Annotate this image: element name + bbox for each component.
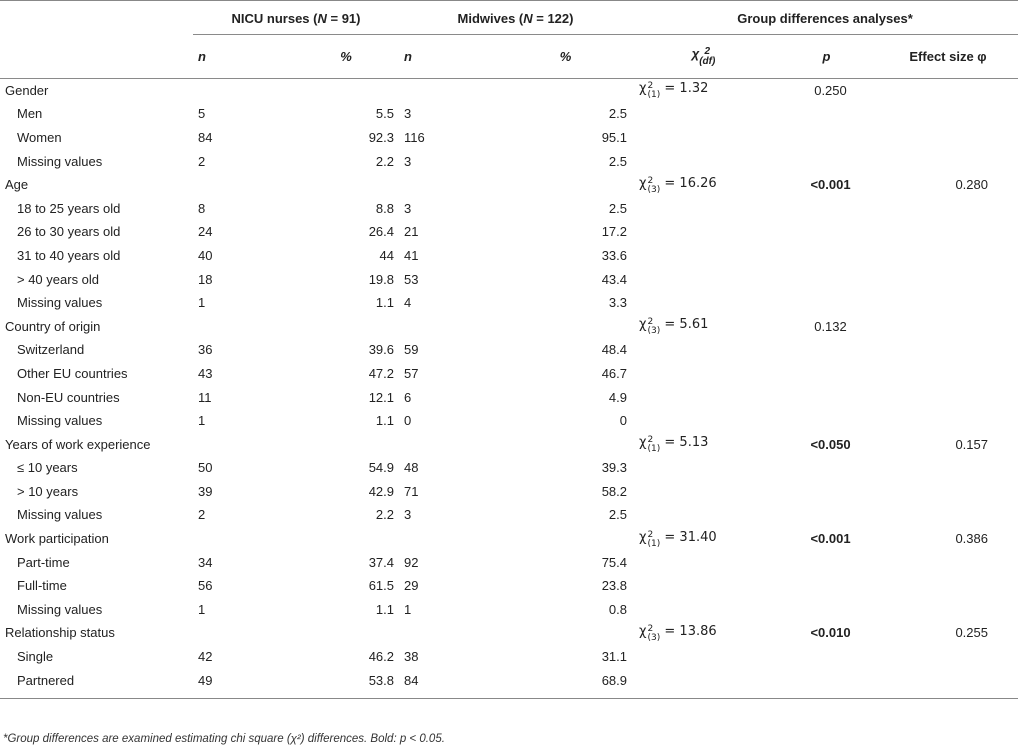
chi-square-value: χ 2 (1) = 31.40 bbox=[639, 529, 717, 549]
nurses-pct: 1.1 bbox=[375, 295, 394, 311]
midwives-pct: 17.2 bbox=[601, 224, 627, 240]
nurses-n: 2 bbox=[198, 507, 206, 523]
nurses-n: 8 bbox=[198, 200, 206, 216]
nurses-n: 1 bbox=[198, 413, 206, 429]
midwives-pct: 75.4 bbox=[601, 554, 627, 570]
midwives-n: 53 bbox=[404, 271, 419, 287]
midwives-pct: 2.5 bbox=[608, 106, 627, 122]
midwives-n: 71 bbox=[404, 483, 419, 499]
table-row bbox=[0, 149, 1018, 173]
table-row bbox=[0, 220, 1018, 244]
midwives-pct: 95.1 bbox=[601, 129, 627, 145]
midwives-n: 84 bbox=[404, 672, 419, 688]
nurses-pct: 44 bbox=[379, 247, 394, 263]
header-effect-size: Effect size φ bbox=[909, 48, 987, 64]
row-label: 26 to 30 years old bbox=[17, 224, 121, 240]
midwives-pct: 43.4 bbox=[601, 271, 627, 287]
midwives-n: 41 bbox=[404, 247, 419, 263]
row-label: > 10 years bbox=[17, 483, 79, 499]
row-label: Part-time bbox=[17, 554, 70, 570]
row-label: Other EU countries bbox=[17, 365, 128, 381]
row-label: Switzerland bbox=[17, 342, 85, 358]
nurses-pct: 19.8 bbox=[368, 271, 394, 287]
nurses-n: 49 bbox=[198, 672, 213, 688]
table-row bbox=[0, 668, 1018, 692]
category-row bbox=[0, 432, 1018, 456]
row-label: Missing values bbox=[17, 601, 103, 617]
header-chi-square: χ 2 (df) bbox=[691, 45, 716, 67]
table-row bbox=[0, 598, 1018, 622]
header-n-midwives: n bbox=[404, 48, 412, 64]
chi-square-value: χ 2 (1) = 5.13 bbox=[639, 435, 709, 455]
nurses-pct: 26.4 bbox=[368, 224, 394, 240]
category-label: Age bbox=[5, 177, 29, 193]
table-row bbox=[0, 480, 1018, 504]
midwives-pct: 2.5 bbox=[608, 153, 627, 169]
nurses-pct: 47.2 bbox=[368, 365, 394, 381]
midwives-n: 0 bbox=[404, 413, 412, 429]
nurses-pct: 2.2 bbox=[375, 153, 394, 169]
midwives-n: 116 bbox=[404, 129, 425, 145]
header-pct-nurses: % bbox=[340, 48, 352, 64]
table-row bbox=[0, 645, 1018, 669]
nurses-n: 36 bbox=[198, 342, 213, 358]
nurses-n: 50 bbox=[198, 460, 213, 476]
nurses-n: 1 bbox=[198, 295, 206, 311]
midwives-n: 38 bbox=[404, 649, 419, 665]
nurses-n: 56 bbox=[198, 578, 213, 594]
table-row bbox=[0, 126, 1018, 150]
nurses-pct: 12.1 bbox=[368, 389, 394, 405]
nurses-n: 1 bbox=[198, 601, 206, 617]
chi-square-value: χ 2 (3) = 16.26 bbox=[639, 175, 717, 195]
midwives-pct: 0 bbox=[619, 413, 627, 429]
row-label: Missing values bbox=[17, 507, 103, 523]
midwives-pct: 39.3 bbox=[601, 460, 627, 476]
category-label: Gender bbox=[5, 82, 49, 98]
midwives-n: 3 bbox=[404, 200, 412, 216]
nurses-pct: 92.3 bbox=[368, 129, 394, 145]
effect-size-value: 0.386 bbox=[955, 531, 988, 547]
header-n-nurses: n bbox=[198, 48, 206, 64]
midwives-pct: 48.4 bbox=[601, 342, 627, 358]
table-footnote: *Group differences are examined estimating chi square (χ²) differences. Bold: p < 0.05. bbox=[3, 733, 445, 745]
row-label: Partnered bbox=[17, 672, 75, 688]
nurses-pct: 1.1 bbox=[375, 413, 394, 429]
table-row bbox=[0, 244, 1018, 268]
header-pct-midwives: % bbox=[559, 48, 572, 64]
midwives-n: 59 bbox=[404, 342, 419, 358]
effect-size-value bbox=[878, 78, 1018, 102]
header-nicu-nurses: NICU nurses (N = 91) bbox=[193, 4, 399, 35]
midwives-n: 3 bbox=[404, 507, 412, 523]
midwives-pct: 58.2 bbox=[601, 483, 627, 499]
row-label: Full-time bbox=[17, 578, 67, 594]
p-value: <0.010 bbox=[810, 625, 851, 641]
row-label: Missing values bbox=[17, 295, 103, 311]
nurses-pct: 2.2 bbox=[375, 507, 394, 523]
header-row-columns bbox=[0, 34, 1018, 78]
effect-size-value: 0.255 bbox=[955, 625, 988, 641]
midwives-n: 3 bbox=[404, 106, 412, 122]
p-value: 0.250 bbox=[814, 82, 847, 98]
table-row bbox=[0, 267, 1018, 291]
category-label: Years of work experience bbox=[5, 436, 151, 452]
category-label: Work participation bbox=[5, 531, 109, 547]
table-row bbox=[0, 574, 1018, 598]
midwives-pct: 2.5 bbox=[608, 507, 627, 523]
row-label: Missing values bbox=[17, 153, 103, 169]
p-value: <0.001 bbox=[810, 177, 851, 193]
table-row bbox=[0, 385, 1018, 409]
effect-size-value: 0.280 bbox=[955, 177, 988, 193]
midwives-pct: 4.9 bbox=[608, 389, 627, 405]
category-row bbox=[0, 173, 1018, 197]
midwives-n: 4 bbox=[404, 295, 412, 311]
nurses-n: 11 bbox=[198, 389, 212, 405]
nurses-pct: 8.8 bbox=[375, 200, 394, 216]
p-value: <0.050 bbox=[810, 436, 851, 452]
category-label: Country of origin bbox=[5, 318, 101, 334]
p-value: 0.132 bbox=[814, 318, 847, 334]
table-row bbox=[0, 362, 1018, 386]
header-midwives: Midwives (N = 122) bbox=[399, 4, 632, 35]
nurses-pct: 61.5 bbox=[368, 578, 394, 594]
row-label: Non-EU countries bbox=[17, 389, 120, 405]
row-label: 31 to 40 years old bbox=[17, 247, 121, 263]
nurses-n: 24 bbox=[198, 224, 213, 240]
nurses-pct: 46.2 bbox=[368, 649, 394, 665]
table-row bbox=[0, 338, 1018, 362]
nurses-n: 2 bbox=[198, 153, 206, 169]
midwives-n: 1 bbox=[404, 601, 412, 617]
midwives-pct: 68.9 bbox=[601, 672, 627, 688]
midwives-n: 57 bbox=[404, 365, 419, 381]
category-row bbox=[0, 78, 1018, 102]
category-label: Relationship status bbox=[5, 625, 115, 641]
midwives-pct: 0.8 bbox=[608, 601, 627, 617]
table-row bbox=[0, 291, 1018, 315]
midwives-pct: 31.1 bbox=[601, 649, 627, 665]
chi-square-value: χ 2 (3) = 5.61 bbox=[639, 317, 709, 337]
nurses-n: 18 bbox=[198, 271, 213, 287]
midwives-n: 6 bbox=[404, 389, 412, 405]
nurses-n: 39 bbox=[198, 483, 213, 499]
nurses-pct: 1.1 bbox=[375, 601, 394, 617]
nurses-pct: 54.9 bbox=[368, 460, 394, 476]
midwives-n: 48 bbox=[404, 460, 419, 476]
midwives-pct: 3.3 bbox=[608, 295, 627, 311]
midwives-pct: 2.5 bbox=[608, 200, 627, 216]
chi-square-value: χ 2 (1) = 1.32 bbox=[639, 81, 709, 101]
nurses-n: 42 bbox=[198, 649, 213, 665]
table-row bbox=[0, 409, 1018, 433]
row-label: Men bbox=[17, 106, 43, 122]
effect-size-value bbox=[878, 314, 1018, 338]
table-row bbox=[0, 550, 1018, 574]
row-label: ≤ 10 years bbox=[17, 460, 78, 476]
midwives-n: 3 bbox=[404, 153, 412, 169]
midwives-pct: 23.8 bbox=[601, 578, 627, 594]
midwives-pct: 46.7 bbox=[601, 365, 627, 381]
row-label: Single bbox=[17, 649, 54, 665]
midwives-n: 21 bbox=[404, 224, 419, 240]
table-row bbox=[0, 102, 1018, 126]
nurses-pct: 37.4 bbox=[368, 554, 394, 570]
nurses-n: 84 bbox=[198, 129, 213, 145]
midwives-n: 29 bbox=[404, 578, 419, 594]
p-value: <0.001 bbox=[810, 531, 851, 547]
category-row bbox=[0, 314, 1018, 338]
nurses-pct: 53.8 bbox=[368, 672, 394, 688]
nurses-n: 5 bbox=[198, 106, 206, 122]
table-row bbox=[0, 456, 1018, 480]
header-p-value: p bbox=[822, 48, 831, 64]
nurses-n: 43 bbox=[198, 365, 213, 381]
chi-square-value: χ 2 (3) = 13.86 bbox=[639, 623, 717, 643]
midwives-n: 92 bbox=[404, 554, 419, 570]
midwives-pct: 33.6 bbox=[601, 247, 627, 263]
header-group-differences: Group differences analyses* bbox=[632, 4, 1018, 35]
category-row bbox=[0, 621, 1018, 645]
row-label: Missing values bbox=[17, 413, 103, 429]
category-row bbox=[0, 527, 1018, 551]
nurses-pct: 39.6 bbox=[368, 342, 394, 358]
nurses-pct: 42.9 bbox=[368, 483, 394, 499]
nurses-pct: 5.5 bbox=[375, 106, 394, 122]
header-row-groups bbox=[0, 4, 1018, 35]
row-label: Women bbox=[17, 129, 62, 145]
nurses-n: 34 bbox=[198, 554, 213, 570]
row-label: > 40 years old bbox=[17, 271, 100, 287]
table-row bbox=[0, 503, 1018, 527]
row-label: 18 to 25 years old bbox=[17, 200, 121, 216]
nurses-n: 40 bbox=[198, 247, 213, 263]
table-row bbox=[0, 196, 1018, 220]
effect-size-value: 0.157 bbox=[955, 436, 988, 452]
